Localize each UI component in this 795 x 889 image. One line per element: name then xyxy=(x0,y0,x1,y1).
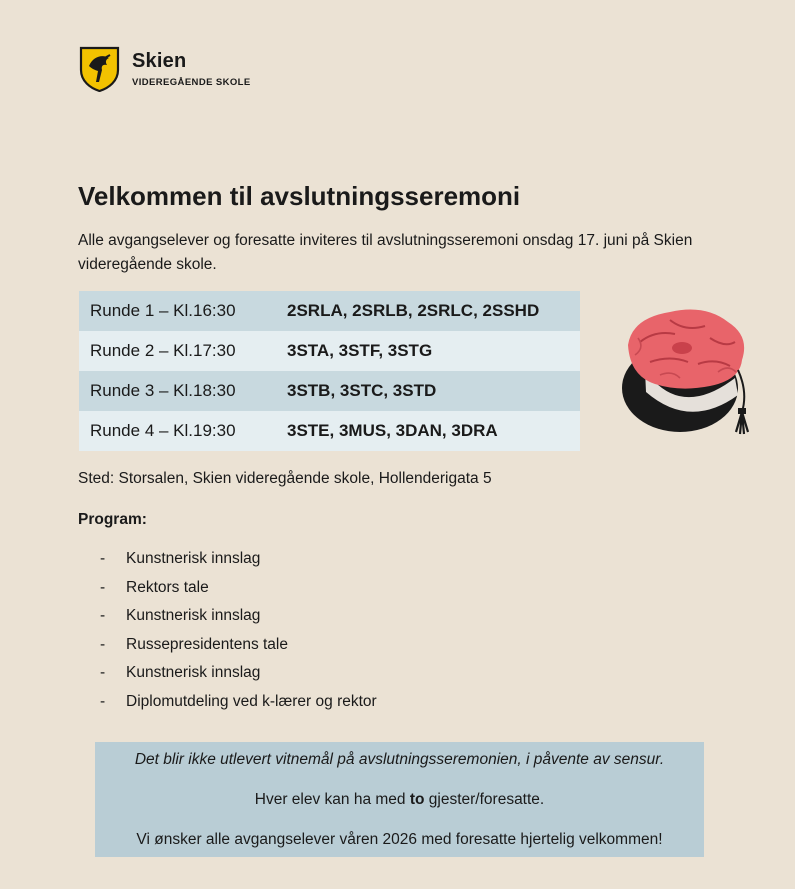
list-item xyxy=(100,660,377,689)
schedule-round: Runde 4 – Kl.19:30 xyxy=(90,421,236,440)
list-bullet: - xyxy=(100,664,106,682)
info-guests-after: gjester/foresatte. xyxy=(424,791,545,808)
program-item-label: Russepresidentens tale xyxy=(126,635,288,653)
list-bullet: - xyxy=(100,607,106,625)
schedule-row xyxy=(79,331,580,371)
schedule-table xyxy=(79,291,580,451)
page-title: Velkommen til avslutningsseremoni xyxy=(78,181,521,211)
intro-text: Alle avgangselever og foresatte inviteres til avslutningsseremoni onsdag 17. juni på Skien videregående skole. xyxy=(78,232,693,273)
schedule-classes: 3STA, 3STF, 3STG xyxy=(287,341,433,360)
schedule-classes: 2SRLA, 2SRLB, 2SRLC, 2SSHD xyxy=(287,301,540,320)
graduation-russ-cap-icon xyxy=(610,300,782,450)
program-item-label: Rektors tale xyxy=(126,578,209,596)
schedule-row xyxy=(79,291,580,331)
location-text: Sted: Storsalen, Skien videregående skole, Hollenderigata 5 xyxy=(78,470,492,487)
program-item-label: Kunstnerisk innslag xyxy=(126,664,261,682)
program-item-label: Kunstnerisk innslag xyxy=(126,550,261,567)
list-item xyxy=(100,546,377,575)
info-box xyxy=(95,742,704,857)
logo-name: Skien xyxy=(132,50,187,72)
list-item xyxy=(100,575,377,604)
program-heading: Program: xyxy=(78,511,147,528)
schedule-round: Runde 2 – Kl.17:30 xyxy=(90,341,236,360)
list-item xyxy=(100,603,377,632)
list-bullet: - xyxy=(100,635,106,653)
schedule-classes: 3STE, 3MUS, 3DAN, 3DRA xyxy=(287,421,498,440)
skien-coat-of-arms-icon xyxy=(79,46,120,92)
schedule-row xyxy=(79,411,580,451)
program-item-label: Diplomutdeling ved k-lærer og rektor xyxy=(126,692,377,710)
logo-subtitle: VIDEREGÅENDE SKOLE xyxy=(132,77,251,88)
school-logo xyxy=(79,46,251,92)
schedule-row xyxy=(79,371,580,411)
list-bullet: - xyxy=(100,692,106,710)
info-welcome: Vi ønsker alle avgangselever våren 2026 med foresatte hjertelig velkommen! xyxy=(136,831,663,848)
list-bullet: - xyxy=(100,578,106,596)
schedule-round: Runde 3 – Kl.18:30 xyxy=(90,381,236,400)
list-item xyxy=(100,632,377,661)
program-list xyxy=(100,546,377,718)
info-no-diploma: Det blir ikke utlevert vitnemål på avslutningsseremonien, i påvente av sensur. xyxy=(134,751,665,768)
info-guests xyxy=(95,791,704,809)
list-item xyxy=(100,689,377,718)
program-item-label: Kunstnerisk innslag xyxy=(126,607,261,625)
info-guests-count: to xyxy=(409,791,425,808)
list-bullet: - xyxy=(100,550,106,567)
schedule-classes: 3STB, 3STC, 3STD xyxy=(287,381,437,400)
schedule-round: Runde 1 – Kl.16:30 xyxy=(90,301,236,320)
info-guests-before: Hver elev kan ha med xyxy=(254,791,410,808)
